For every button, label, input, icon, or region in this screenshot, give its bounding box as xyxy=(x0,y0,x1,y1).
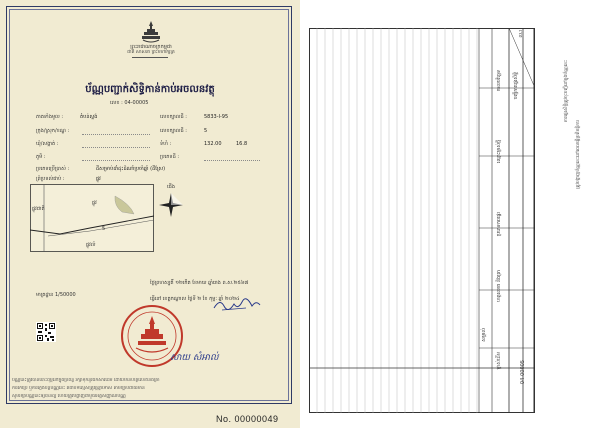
land-certificate-page xyxy=(0,0,300,428)
header-col-date: កាលបរិច្ឆេទ xyxy=(497,70,502,92)
side-note-2: ត្រូវបង្ហាញប័ណ្ណនេះនៅពេលធ្វើប្រតិបត្តិការ xyxy=(576,120,581,189)
first-entry-number: 04-00005 xyxy=(520,360,526,385)
header-col-remark: សម្គាល់ xyxy=(482,328,487,342)
field-label: ប្រភេទដី : xyxy=(160,154,180,160)
field-label: ឃុំ/សង្កាត់ : xyxy=(36,141,59,147)
parcel-number-label: 5 xyxy=(102,226,106,232)
header-col-new-owner: ឈ្មោះម្ចាស់ថ្មី xyxy=(497,140,502,164)
parcel-map xyxy=(30,184,154,252)
field-label: លេខក្បាលដី : xyxy=(160,128,187,134)
issue-date: ធ្វើនៅ ខេត្តកណ្ដាល ថ្ងៃទី ២ ខែ កុម្ភៈ ឆ្នាំ ២០២៤ xyxy=(150,296,240,302)
field-value: 5 xyxy=(204,128,208,134)
footer-note-line-2: ការកែប្រែ ឬការក្លែងបន្លំប័ណ្ណនេះ គឺជាបទល្មើសត្រូវផ្ដន្ទាទោស តាមច្បាប់ជាធរមាន xyxy=(12,386,145,391)
first-owner-label: ម្ចាស់ដើម xyxy=(496,352,502,370)
header-register-title: បញ្ជីការផ្ទេរសិទ្ធិ xyxy=(514,72,519,100)
qr-code xyxy=(36,322,56,342)
field-label: ភាគទាំងមូល : xyxy=(36,114,64,120)
field-label: ក្រុង/ស្រុក/ខណ្ឌ : xyxy=(36,128,70,134)
header-col-transfer-type: ប្រភេទការផ្ទេរ xyxy=(497,212,502,237)
map-scale: មាត្រដ្ឋាន 1/50000 xyxy=(36,292,76,298)
lunar-issue-date: ថ្ងៃព្រហស្បតិ៍ ១២កើត ខែមាឃ ឆ្នាំរោង ព.ស.២៥៦៧ xyxy=(150,280,249,286)
boundary-value: ផ្លូវ xyxy=(96,176,101,182)
number-label: លេខ : xyxy=(110,100,123,106)
header-col-number: ល.រ xyxy=(519,30,524,38)
signatory-name: សាយ សំអាល់ xyxy=(170,353,219,363)
footer-note-line-3: សូមរក្សាប័ណ្ណនេះឲ្យបានល្អ ហើយត្រូវបង្ហាញជាមួយអត្តសញ្ញាណប័ណ្ណ xyxy=(12,394,126,399)
certificate-number xyxy=(110,100,148,107)
transfer-register-page xyxy=(300,0,601,428)
footer-note-line-1: បណ្ណនេះត្រូវបានបោះពុម្ពនៅក្នុងប្រព័ន្ធ រក្សាទុកនូវឯកសារដើម ដោយមានហត្ថលេខានិងត្រា xyxy=(12,378,160,383)
compass-icon xyxy=(158,192,184,218)
certificate-title: ប័ណ្ណបញ្ជាក់សិទ្ធិកាន់កាប់អចលនវត្ថុ xyxy=(85,84,215,95)
side-note-1: ការផ្ទេរសិទ្ធិត្រូវចុះបញ្ជីនៅក្នុងប័ណ្ណនេះ xyxy=(564,60,569,123)
usage-label: ប្រភេទប្រើប្រាស់ : xyxy=(36,166,70,172)
field-label: ទំហំ : xyxy=(160,141,172,147)
kingdom-heading: ព្រះរាជាណាចក្រកម្ពុជា xyxy=(130,44,172,50)
area-value: 132.00 xyxy=(204,141,222,147)
boundary-label: ព្រំប្រទល់ជាប់ : xyxy=(36,176,65,182)
field-value: 5833-I-95 xyxy=(204,114,229,120)
header-col-signature: ហត្ថលេខា និងត្រា xyxy=(497,270,502,302)
map-label-top: ផ្លូវ xyxy=(92,200,97,206)
number-value: 04-00005 xyxy=(124,100,149,106)
nation-motto: ជាតិ សាសនា ព្រះមហាក្សត្រ xyxy=(127,50,175,55)
royal-crest-icon xyxy=(140,20,162,44)
certificate-serial-number: No. 00000049 xyxy=(216,414,279,424)
signature-icon xyxy=(212,296,262,314)
north-label: ជើង xyxy=(167,184,175,190)
field-label: ភូមិ : xyxy=(36,154,46,160)
usage-value: ដីសម្រាប់ដាំដុះដំណាំប្រចាំឆ្នាំ (ដីស្រែ) xyxy=(96,166,166,172)
map-label-left: ផ្លូវជាតិ xyxy=(32,206,45,212)
area-value-secondary: 16.8 xyxy=(236,141,248,147)
map-label-bottom: ផ្លូវលំ xyxy=(86,242,96,248)
field-label: លេខក្បាលដី : xyxy=(160,114,187,120)
field-value: តំបន់ស្ដង់ xyxy=(80,114,98,120)
heading-divider xyxy=(132,57,168,58)
